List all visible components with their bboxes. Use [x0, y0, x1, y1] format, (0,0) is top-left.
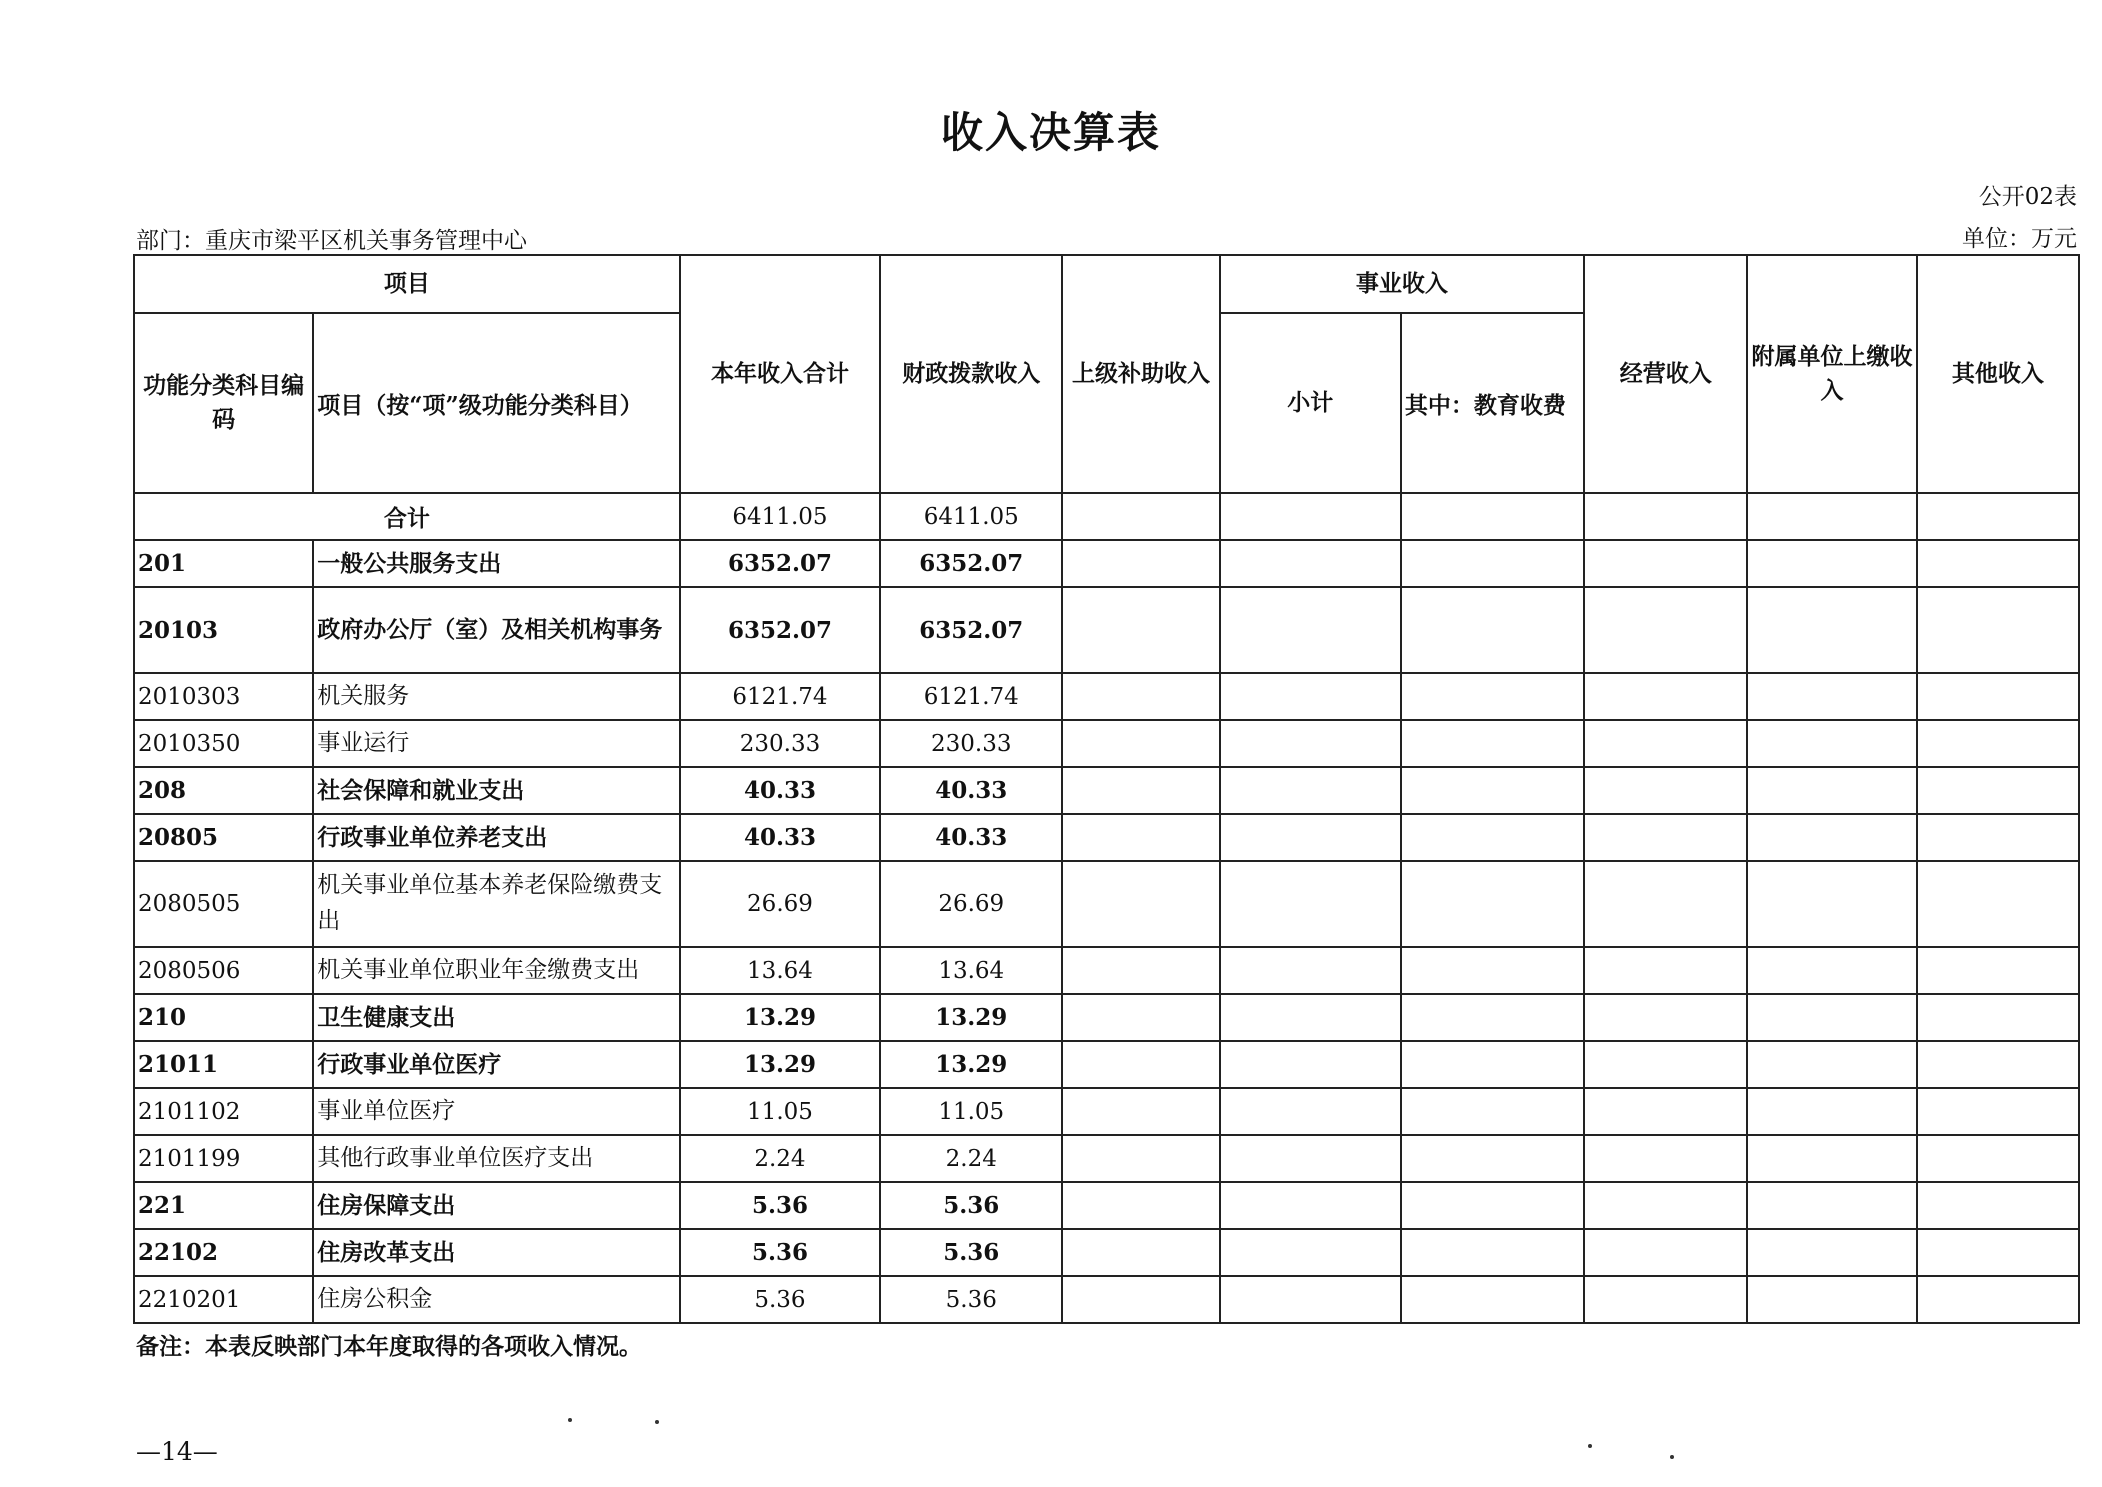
code-cell: 201	[134, 540, 313, 587]
fiscal-cell: 40.33	[880, 814, 1062, 861]
form-number: 公开02表	[1978, 184, 2077, 210]
table-row	[134, 1088, 2079, 1135]
table-row	[134, 814, 2079, 861]
code-cell: 22102	[134, 1229, 313, 1276]
fiscal-cell: 6352.07	[880, 540, 1062, 587]
name-cell: 住房公积金	[313, 1276, 680, 1323]
fiscal-cell: 5.36	[880, 1276, 1062, 1323]
header-education-fee: 其中：教育收费	[1401, 313, 1584, 493]
fiscal-cell: 11.05	[880, 1088, 1062, 1135]
total-cell: 13.29	[680, 1041, 880, 1088]
fiscal-cell: 5.36	[880, 1182, 1062, 1229]
total-cell: 13.29	[680, 994, 880, 1041]
code-cell: 2101102	[134, 1088, 313, 1135]
name-cell: 机关事业单位基本养老保险缴费支出	[313, 861, 680, 947]
total-cell: 11.05	[680, 1088, 880, 1135]
name-cell: 卫生健康支出	[313, 994, 680, 1041]
fiscal-cell: 5.36	[880, 1229, 1062, 1276]
scan-speck	[1670, 1455, 1674, 1459]
fiscal-cell: 6121.74	[880, 673, 1062, 720]
scan-speck	[1588, 1444, 1592, 1448]
table-row	[134, 1135, 2079, 1182]
total-cell: 2.24	[680, 1135, 880, 1182]
table-note: 备注：本表反映部门本年度取得的各项收入情况。	[136, 1333, 642, 1360]
total-cell: 40.33	[680, 767, 880, 814]
code-cell: 2101199	[134, 1135, 313, 1182]
total-cell: 40.33	[680, 814, 880, 861]
name-cell: 行政事业单位养老支出	[313, 814, 680, 861]
header-item: 项目（按“项”级功能分类科目）	[313, 313, 680, 493]
fiscal-cell: 6352.07	[880, 587, 1062, 673]
code-cell: 21011	[134, 1041, 313, 1088]
total-cell: 13.64	[680, 947, 880, 994]
table-row	[134, 540, 2079, 587]
total-label: 合计	[134, 493, 680, 540]
fiscal-cell: 13.64	[880, 947, 1062, 994]
total-cell: 6352.07	[680, 587, 880, 673]
code-cell: 2010350	[134, 720, 313, 767]
table-row	[134, 587, 2079, 673]
scan-speck	[655, 1420, 659, 1424]
header-other: 其他收入	[1917, 255, 2079, 493]
unit-label: 单位：万元	[1962, 226, 2077, 252]
name-cell: 住房保障支出	[313, 1182, 680, 1229]
name-cell: 政府办公厅（室）及相关机构事务	[313, 587, 680, 673]
header-operating: 经营收入	[1584, 255, 1747, 493]
fiscal-cell: 13.29	[880, 1041, 1062, 1088]
code-cell: 2010303	[134, 673, 313, 720]
income-table	[133, 254, 2080, 1324]
page-title: 收入决算表	[940, 108, 1161, 157]
total-row	[134, 493, 2079, 540]
code-cell: 221	[134, 1182, 313, 1229]
fiscal-cell: 230.33	[880, 720, 1062, 767]
table-row	[134, 1041, 2079, 1088]
name-cell: 事业运行	[313, 720, 680, 767]
code-cell: 2080506	[134, 947, 313, 994]
header-code: 功能分类科目编码	[134, 313, 313, 493]
fiscal-cell: 13.29	[880, 994, 1062, 1041]
name-cell: 行政事业单位医疗	[313, 1041, 680, 1088]
department-label: 部门：重庆市梁平区机关事务管理中心	[136, 228, 527, 254]
table-row	[134, 1229, 2079, 1276]
name-cell: 机关服务	[313, 673, 680, 720]
total-cell: 5.36	[680, 1229, 880, 1276]
total-cell: 6121.74	[680, 673, 880, 720]
table-row	[134, 1182, 2079, 1229]
total-fiscal-cell: 6411.05	[880, 493, 1062, 540]
table-row	[134, 861, 2079, 947]
header-total-income: 本年收入合计	[680, 255, 880, 493]
total-cell: 26.69	[680, 861, 880, 947]
name-cell: 社会保障和就业支出	[313, 767, 680, 814]
table-row	[134, 720, 2079, 767]
code-cell: 210	[134, 994, 313, 1041]
code-cell: 20103	[134, 587, 313, 673]
table-row	[134, 994, 2079, 1041]
name-cell: 其他行政事业单位医疗支出	[313, 1135, 680, 1182]
total-cell: 6352.07	[680, 540, 880, 587]
scan-speck	[568, 1418, 572, 1422]
table-row	[134, 673, 2079, 720]
code-cell: 20805	[134, 814, 313, 861]
name-cell: 一般公共服务支出	[313, 540, 680, 587]
header-superior-subsidy: 上级补助收入	[1062, 255, 1219, 493]
fiscal-cell: 40.33	[880, 767, 1062, 814]
code-cell: 2210201	[134, 1276, 313, 1323]
header-affiliated: 附属单位上缴收入	[1747, 255, 1916, 493]
total-income-cell: 6411.05	[680, 493, 880, 540]
header-subtotal: 小计	[1220, 313, 1401, 493]
table-row	[134, 1276, 2079, 1323]
total-cell: 5.36	[680, 1182, 880, 1229]
header-business-income: 事业收入	[1220, 255, 1585, 313]
page-number: —14—	[136, 1437, 218, 1466]
name-cell: 机关事业单位职业年金缴费支出	[313, 947, 680, 994]
table-row	[134, 767, 2079, 814]
header-fiscal: 财政拨款收入	[880, 255, 1062, 493]
name-cell: 事业单位医疗	[313, 1088, 680, 1135]
name-cell: 住房改革支出	[313, 1229, 680, 1276]
code-cell: 208	[134, 767, 313, 814]
fiscal-cell: 2.24	[880, 1135, 1062, 1182]
total-cell: 5.36	[680, 1276, 880, 1323]
total-cell: 230.33	[680, 720, 880, 767]
header-project: 项目	[134, 255, 680, 313]
table-row	[134, 947, 2079, 994]
code-cell: 2080505	[134, 861, 313, 947]
fiscal-cell: 26.69	[880, 861, 1062, 947]
